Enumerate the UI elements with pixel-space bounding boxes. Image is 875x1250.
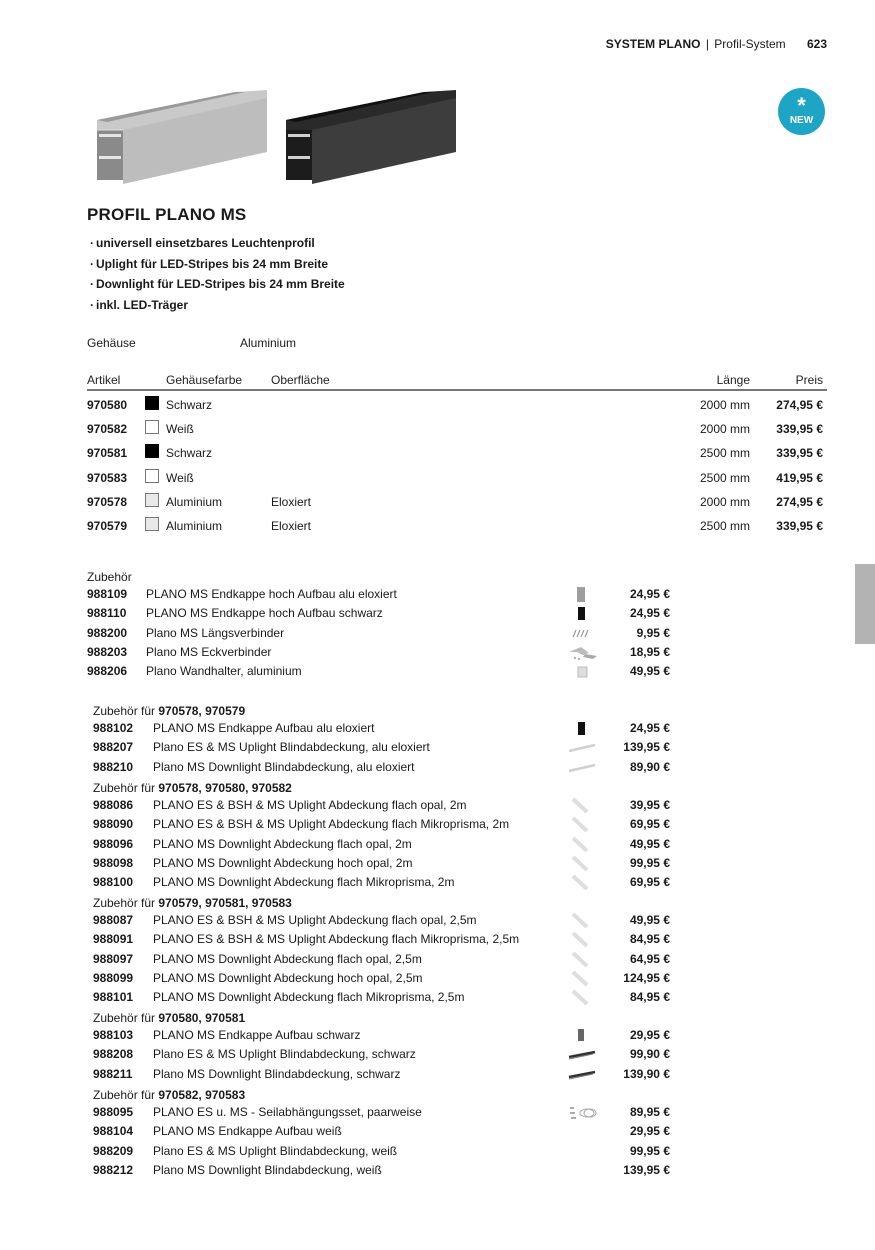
accessory-price: 49,95 €: [629, 664, 670, 679]
accessory-group-title: Zubehör: [87, 570, 132, 584]
length: 2500 mm: [699, 446, 750, 461]
accessory-group: [87, 570, 687, 682]
accessory-group-title: Zubehör für 970578, 970580, 970582: [93, 781, 292, 795]
table-row: [87, 464, 827, 488]
asterisk-icon: *: [797, 93, 806, 118]
accessory-row: [93, 855, 693, 874]
table-row: [87, 391, 827, 415]
accessory-description: PLANO MS Downlight Abdeckung flach Mikroprisma, 2,5m: [153, 990, 465, 1005]
article-number: 988110: [87, 606, 127, 621]
accessory-row: [93, 970, 693, 989]
housing-spec: [87, 336, 297, 350]
length: 2500 mm: [699, 518, 750, 533]
feature-item: · Downlight für LED-Stripes bis 24 mm Breite: [90, 277, 345, 291]
accessory-description: Plano ES & MS Uplight Blindabdeckung, alu eloxiert: [153, 740, 430, 755]
accessory-row: [87, 605, 687, 624]
accessory-description: PLANO MS Downlight Abdeckung flach opal, 2m: [153, 836, 412, 851]
accessory-price: 9,95 €: [636, 625, 670, 640]
table-row: [87, 488, 827, 512]
accessory-price: 89,95 €: [629, 1105, 670, 1119]
profile-black-image: [284, 90, 459, 185]
article-number: 988102: [93, 721, 134, 735]
column-price: Preis: [795, 373, 823, 387]
price: 339,95 €: [776, 518, 823, 533]
article-number: 988091: [93, 932, 134, 947]
column-surface: Oberfläche: [271, 373, 330, 387]
chapter-tab: [855, 564, 875, 644]
subsection-title: Profil-System: [714, 37, 786, 51]
accessory-description: PLANO MS Endkappe hoch Aufbau alu eloxiert: [146, 587, 397, 601]
accessory-row: [93, 720, 693, 739]
color-swatch: [145, 420, 159, 434]
length: 2000 mm: [699, 398, 750, 412]
profile-aluminium-image: [95, 90, 270, 185]
accessory-row: [93, 1162, 693, 1181]
table-header: [87, 373, 827, 391]
accessory-description: Plano Wandhalter, aluminium: [146, 664, 302, 679]
accessory-description: PLANO MS Downlight Abdeckung hoch opal, 2m: [153, 855, 413, 870]
accessory-description: PLANO MS Endkappe Aufbau schwarz: [153, 1028, 361, 1042]
accessory-description: PLANO ES & BSH & MS Uplight Abdeckung flach opal, 2m: [153, 798, 467, 812]
accessory-row: [93, 797, 693, 816]
price: 274,95 €: [776, 494, 823, 509]
accessory-row: [93, 816, 693, 835]
accessory-group-title: Zubehör für 970579, 970581, 970583: [93, 896, 292, 910]
accessory-row: [93, 989, 693, 1008]
accessory-description: Plano ES & MS Uplight Blindabdeckung, schwarz: [153, 1047, 416, 1062]
article-number: 988109: [87, 587, 128, 601]
color-swatch: [145, 517, 159, 531]
feature-list: [90, 236, 345, 318]
price: 419,95 €: [776, 470, 823, 485]
table-row: [87, 439, 827, 463]
article-number: 988203: [87, 644, 128, 659]
article-number: 988209: [93, 1143, 134, 1158]
table-row: [87, 512, 827, 536]
accessory-price: 84,95 €: [629, 990, 670, 1005]
accessory-price: 24,95 €: [629, 721, 670, 735]
article-number: 988212: [93, 1162, 134, 1177]
housing-color: Weiß: [166, 422, 194, 437]
surface: Eloxiert: [271, 518, 312, 533]
accessory-price: 99,90 €: [629, 1047, 670, 1062]
column-article: Artikel: [87, 373, 121, 387]
accessory-row: [93, 1143, 693, 1162]
accessory-row: [93, 1066, 693, 1085]
color-swatch: [145, 444, 159, 458]
housing-color: Schwarz: [166, 446, 213, 461]
article-number: 988210: [93, 759, 134, 774]
article-number: 988208: [93, 1047, 134, 1062]
accessory-description: PLANO MS Endkappe hoch Aufbau schwarz: [146, 606, 383, 621]
accessory-description: PLANO MS Endkappe Aufbau alu eloxiert: [153, 721, 375, 735]
accessory-price: 64,95 €: [629, 951, 670, 966]
accessory-price: 139,95 €: [623, 740, 670, 755]
accessory-row: [93, 951, 693, 970]
accessory-group: [93, 896, 693, 1008]
accessory-row: [93, 759, 693, 778]
article-number: 988096: [93, 836, 134, 851]
accessory-description: Plano MS Downlight Blindabdeckung, alu eloxiert: [153, 759, 415, 774]
length: 2500 mm: [699, 470, 750, 485]
accessory-row: [87, 625, 687, 644]
article-number: 988101: [93, 990, 134, 1005]
article-number: 988099: [93, 970, 134, 985]
length: 2000 mm: [699, 422, 750, 437]
accessory-price: 49,95 €: [629, 836, 670, 851]
section-title: SYSTEM PLANO: [605, 37, 701, 51]
feature-item: · universell einsetzbares Leuchtenprofil: [90, 236, 315, 250]
price: 339,95 €: [776, 446, 823, 461]
accessory-group: [93, 1088, 693, 1181]
article-number: 970578: [87, 494, 128, 509]
header-separator: |: [705, 37, 709, 51]
accessory-price: 84,95 €: [629, 932, 670, 947]
article-number: 988098: [93, 855, 134, 870]
length: 2000 mm: [699, 494, 750, 509]
accessory-row: [87, 663, 687, 682]
accessory-row: [93, 912, 693, 931]
accessory-price: 24,95 €: [629, 587, 670, 601]
accessory-price: 18,95 €: [629, 644, 670, 659]
accessory-row: [93, 1104, 693, 1123]
article-number: 988103: [93, 1028, 134, 1042]
accessory-description: Plano MS Längsverbinder: [146, 625, 285, 640]
accessory-description: Plano MS Eckverbinder: [146, 644, 272, 659]
accessory-price: 24,95 €: [629, 606, 670, 621]
color-swatch: [145, 493, 159, 507]
price: 274,95 €: [776, 398, 823, 412]
accessory-group: [93, 704, 693, 778]
accessory-price: 29,95 €: [629, 1028, 670, 1042]
accessory-description: PLANO MS Downlight Abdeckung flach opal, 2,5m: [153, 951, 422, 966]
accessory-row: [93, 931, 693, 950]
article-number: 988097: [93, 951, 134, 966]
accessory-group-title: Zubehör für 970580, 970581: [93, 1011, 246, 1025]
accessory-price: 139,90 €: [623, 1066, 670, 1081]
accessory-price: 39,95 €: [629, 798, 670, 812]
feature-item: · inkl. LED-Träger: [90, 297, 189, 312]
accessory-group: [93, 1011, 693, 1085]
color-swatch: [145, 396, 159, 410]
housing-color: Schwarz: [166, 398, 213, 412]
new-badge-label: NEW: [789, 115, 814, 126]
accessory-row: [87, 586, 687, 605]
product-title: PROFIL PLANO MS: [87, 205, 247, 224]
accessory-price: 49,95 €: [629, 913, 670, 927]
accessory-price: 99,95 €: [629, 855, 670, 870]
accessory-group: [93, 781, 693, 893]
accessory-description: PLANO ES u. MS - Seilabhängungsset, paarweise: [153, 1105, 422, 1119]
new-badge: [778, 88, 825, 135]
article-number: 988211: [93, 1066, 133, 1081]
surface: Eloxiert: [271, 494, 312, 509]
article-table: [87, 373, 827, 536]
accessory-price: 69,95 €: [629, 817, 670, 832]
accessory-description: PLANO ES & BSH & MS Uplight Abdeckung flach opal, 2,5m: [153, 913, 477, 927]
accessory-price: 89,90 €: [629, 759, 670, 774]
feature-item: · Uplight für LED-Stripes bis 24 mm Breite: [90, 256, 329, 271]
article-number: 988095: [93, 1105, 134, 1119]
column-color: Gehäusefarbe: [166, 373, 243, 387]
article-number: 970580: [87, 398, 128, 412]
accessory-description: PLANO MS Downlight Abdeckung flach Mikroprisma, 2m: [153, 875, 455, 890]
article-number: 970579: [87, 518, 128, 533]
accessory-description: PLANO MS Endkappe Aufbau weiß: [153, 1124, 342, 1139]
accessory-price: 124,95 €: [623, 970, 670, 985]
article-number: 988200: [87, 625, 128, 640]
housing-color: Aluminium: [166, 518, 223, 533]
article-number: 988100: [93, 875, 134, 890]
article-number: 988090: [93, 817, 134, 832]
accessory-row: [93, 836, 693, 855]
accessory-price: 139,95 €: [623, 1162, 670, 1177]
article-number: 970581: [87, 446, 128, 461]
article-number: 988104: [93, 1124, 134, 1139]
accessory-row: [93, 1123, 693, 1142]
color-swatch: [145, 469, 159, 483]
accessory-row: [87, 644, 687, 663]
article-number: 988207: [93, 740, 134, 755]
page-number: 623: [806, 37, 827, 51]
accessory-group-title: Zubehör für 970578, 970579: [93, 704, 246, 718]
accessory-row: [93, 874, 693, 893]
article-number: 970583: [87, 470, 128, 485]
housing-label: Gehäuse: [87, 336, 136, 350]
price: 339,95 €: [776, 422, 823, 437]
accessory-description: PLANO ES & BSH & MS Uplight Abdeckung flach Mikroprisma, 2,5m: [153, 932, 520, 947]
accessory-description: PLANO ES & BSH & MS Uplight Abdeckung flach Mikroprisma, 2m: [153, 817, 510, 832]
accessory-row: [93, 1046, 693, 1065]
article-number: 988206: [87, 664, 128, 679]
accessory-group-title: Zubehör für 970582, 970583: [93, 1088, 246, 1102]
accessory-price: 69,95 €: [629, 875, 670, 890]
accessory-description: Plano MS Downlight Blindabdeckung, weiß: [153, 1162, 382, 1177]
housing-value: Aluminium: [240, 336, 297, 350]
column-length: Länge: [716, 373, 750, 387]
accessory-row: [93, 1027, 693, 1046]
accessory-price: 99,95 €: [629, 1143, 670, 1158]
article-number: 988086: [93, 798, 134, 812]
accessory-row: [93, 739, 693, 758]
housing-color: Aluminium: [166, 494, 223, 509]
accessory-description: PLANO MS Downlight Abdeckung hoch opal, 2,5m: [153, 970, 423, 985]
article-number: 970582: [87, 422, 128, 437]
accessory-description: Plano ES & MS Uplight Blindabdeckung, weiß: [153, 1143, 398, 1158]
accessory-description: Plano MS Downlight Blindabdeckung, schwarz: [153, 1066, 401, 1081]
accessory-price: 29,95 €: [629, 1124, 670, 1139]
article-number: 988087: [93, 913, 134, 927]
table-body: [87, 391, 827, 536]
page-header: [606, 37, 827, 51]
housing-color: Weiß: [166, 470, 194, 485]
table-row: [87, 415, 827, 439]
